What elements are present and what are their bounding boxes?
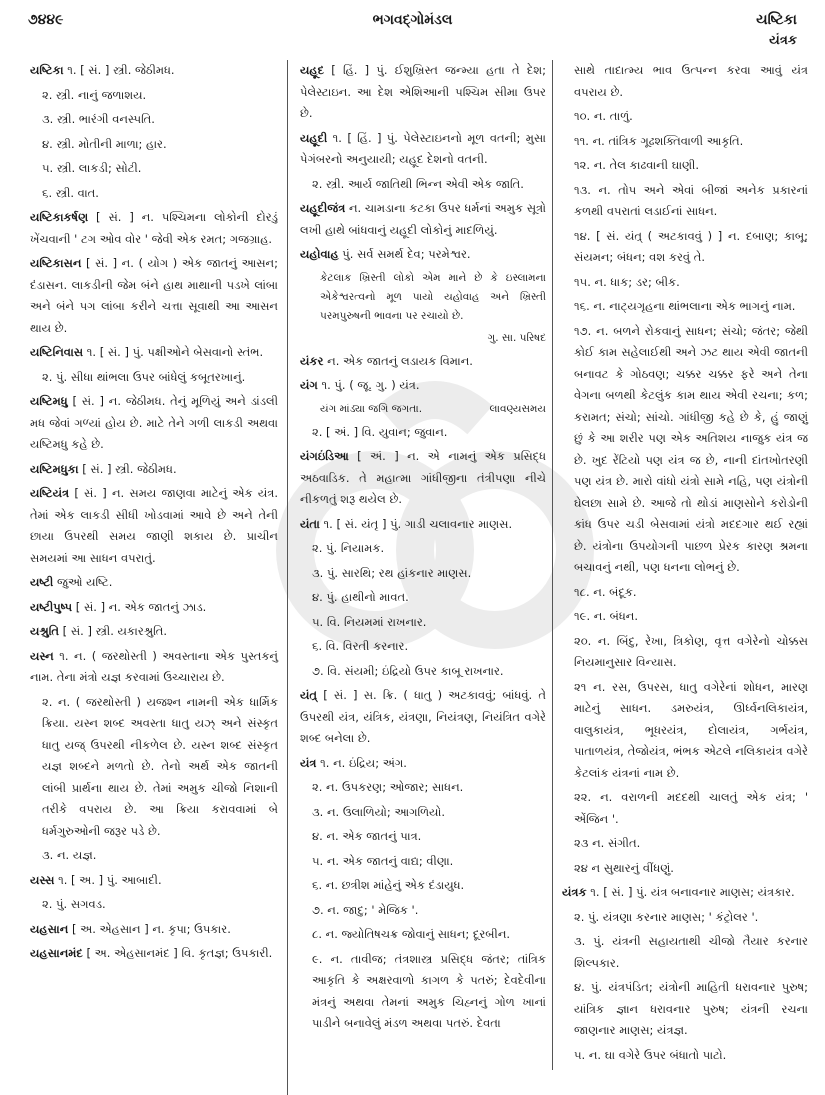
definition-text: [ સં. ] સ. ક્રિ. ( ધાતુ ) અટકાવવું; બાંધવું. તે ઉપરથી યંત્ર, યંત્રિક, યંત્રણા, નિયંત્રણ, નિયંત્રિત વગેરે શબ્દ બનેલા છે.: [300, 688, 546, 745]
headword: યંતા: [300, 516, 320, 531]
sense-definition: ૨૩ ન. સંગીત.: [574, 836, 641, 850]
sense-definition: ૧૭. ન. બળને રોકવાનું સાધન; સંચો; જંતર; જેથી કોઈ કામ સહેલાઈથી અને ઝટ થાય એવી જાતની બનાવટ કે ગોઠવણ; ચક્કર ચક્કર ફરે અને તેના વેગના બળથી કેટલુંક કામ થાય એવી રચના; કળ; કરામત; સંચો; સાંચો. ગાંધીજી કહે છે કે, હું જાણું છું કે આ શરીર પણ એક અતિશય નાજુક યંત્ર જ છે. ખુદ રેંટિયો પણ યંત્ર જ છે, નાની દાંતખોતરણી પણ યંત્ર છે. મારો વાંધો યંત્રો સામે નહિ, પણ યંત્રોની ઘેલછા સામે છે. આજે તો થોડાં માણસોને કરોડોની કાંધ ઉપર ચડી બેસવામાં યંત્રો મદદગાર થઈ રહ્યાં છે. યંત્રોના ઉપયોગની પાછળ પ્રેરક કારણ શ્રમના બચાવનું નથી, પણ ધનના લોભનું છે.: [574, 323, 808, 574]
headword: યષ્ટિમધુ: [30, 394, 68, 408]
sense-definition: ૧૧. ન. તાંત્રિક ગૂઢશક્તિવાળી આકૃતિ.: [574, 133, 744, 148]
page-number: ૭૪૪૯: [28, 12, 64, 28]
dictionary-entry: [30, 483, 278, 569]
definition-text: [ સં. ] સ્ત્રી. યકારશ્રુતિ.: [59, 624, 168, 638]
dictionary-entry: [30, 943, 278, 965]
sense-definition: ૭. ન. જાદુ; ' મેજિક '.: [312, 902, 419, 917]
page-header: [0, 0, 825, 52]
definition-text: [ સં. ] ન. એક જાતનું ઝાડ.: [72, 599, 207, 614]
headword: યષ્ટિકાકર્ષણ: [30, 210, 89, 224]
sense-definition: ૫. વિ. નિયમમાં રાખનાર.: [312, 614, 427, 629]
headword: યશ્રુતિ: [30, 624, 60, 638]
sense-definition: ૪. ન. એક જાતનું પાત્ર.: [312, 829, 422, 843]
headword: યષ્ટિનિવાસ: [30, 345, 84, 359]
running-title: ભગવદ્ગોમંડલ: [372, 12, 453, 28]
headword: યંગ: [300, 378, 318, 392]
sense-definition: ૩. ન. યજ્ઞ.: [42, 848, 97, 862]
headword: યંગઇંડિઆ: [300, 449, 349, 463]
sense-definition: ૩. સ્ત્રી. ભારંગી વનસ્પતિ.: [42, 112, 155, 126]
dictionary-entry: [300, 375, 546, 397]
sense-definition: ૨. ન. ( જરથોસ્તી ) યજશ્ન નામની એક ધાર્મિક ક્રિયા. યસ્ન શબ્દ અવસ્તા ધાતુ યઝ્ અને સંસ્કૃત ધાતુ યજ્ ઉપરથી નીકળેલ છે. યસ્ન શબ્દ સંસ્કૃત યજ્ઞ શબ્દને મળતો છે. તેનો અર્થ એક જાતની લાંબી પ્રાર્થના થાય છે. તેમાં અમુક ચીજો નિશાની તરીકે વપરાય છે. આ ક્રિયા કરાવવામાં બે ધર્મગુરુઓની જરૂર પડે છે.: [42, 694, 278, 838]
column-divider: [552, 60, 553, 1070]
sense-definition: ૭. વિ. સંયમી; ઇંદ્રિયો ઉપર કાબૂ રાખનાર.: [312, 663, 504, 678]
sense-definition: ૨. [ અં. ] વિ. યુવાન; જુવાન.: [312, 424, 448, 439]
dictionary-entry: [562, 882, 808, 904]
dictionary-entry: [30, 919, 278, 941]
dictionary-entry: [30, 572, 278, 594]
headword: યષ્ટિકાસન: [30, 256, 82, 270]
headword: યહસાનમંદ: [30, 946, 83, 960]
headword: યહૂદ: [300, 63, 325, 77]
definition-text: ૧. [ સં. ] પું. યંત્ર બનાવનાર માણસ; યંત્રકાર.: [586, 885, 795, 899]
headword: યહૂદી: [300, 130, 328, 145]
headword: યસ્સ: [30, 872, 55, 887]
sense-definition: ૯. ન. તાવીજ; તંત્રશાસ્ત્ર પ્રસિદ્ધ જંતર; તાંત્રિક આકૃતિ કે અક્ષરવાળો કાગળ કે પતરું; દેવદેવીના મંત્રનું અથવા તેમનાં અમુક ચિહ્નનું ગોળ ખાનાં પાડીને બનાવેલું મંડળ અથવા પતરું. દેવતા: [312, 951, 546, 1030]
definition-text: [ સં. ] ન. પશ્ચિમના લોકોની દોરડું ખેંચવાની ' ટગ ઓવ વોર ' જેવી એક રમત; ગજગ્રાહ.: [30, 210, 278, 246]
headword: યંત્ર: [300, 755, 317, 770]
dictionary-entry: [30, 253, 278, 339]
definition-text: [ સં. ] ન. જેઠીમધ. તેનું મૂળિયું અને ડાંડલી મધ જેવાં ગળ્યાં હોય છે. માટે તેને ગળી લાકડી અથવા યષ્ટિમધુ કહે છે.: [30, 394, 278, 451]
headword: યંત્ર્: [300, 688, 318, 702]
headword: યહૂદીજંત્ર: [300, 201, 346, 215]
sense-definition: ૨. સ્ત્રી. આર્ય જાતિથી ભિન્ન એવી એક જાતિ.: [312, 176, 524, 191]
headword: યંત્રક: [562, 885, 587, 899]
sense-definition: ૨. પું. સગવડ.: [42, 897, 106, 911]
dictionary-entry: [300, 685, 546, 750]
dictionary-entry: [300, 514, 546, 536]
usage-quotation: [300, 269, 546, 326]
continued-definition: સાથે તાદાત્મ્ય ભાવ ઉત્પન્ન કરવા આવું યંત્ર વપરાય છે.: [574, 63, 808, 99]
definition-text: ૧. [ હિં. ] પું. પેલેસ્ટાઇનનો મૂળ વતની; મુસા પેગંબરનો અનુયાયી; યહૂદ દેશનો વતની.: [300, 130, 546, 166]
quotation-source: ગુ. સા. પરિષદ: [487, 331, 546, 344]
guide-word-first: યષ્ટિકા: [756, 12, 797, 28]
headword: યંકર: [300, 353, 324, 368]
dictionary-entry: [30, 597, 278, 619]
sense-definition: ૪. પું. યંત્રપંડિત; યંત્રોની માહિતી ધરાવનાર પુરુષ; યાંત્રિક જ્ઞાન ધરાવનાર પુરુષ; યંત્રની રચના જાણનાર માણસ; યંત્રજ્ઞ.: [574, 980, 808, 1037]
definition-text: ૧. ન. ( જરથોસ્તી ) અવસ્તાના એક પુસ્તકનું નામ. તેના મંત્રો યજ્ઞ કરવામાં ઉચ્ચારાય છે.: [30, 648, 278, 684]
sense-definition: ૨. સ્ત્રી. નાનું જળાશય.: [42, 87, 147, 102]
guide-word-last: યંત્રક: [769, 33, 797, 48]
usage-quotation: [300, 400, 546, 419]
dictionary-entry: [30, 646, 278, 689]
definition-text: [ સં. ] ન. સમય જાણવા માટેનું એક યંત્ર. તેમાં એક લાકડી સીધી ખોડવામાં આવે છે અને તેની છાયા ઉપરથી સમય જાણી શકાય છે. પ્રાચીન સમયમાં આ સાધન વપરાતું.: [30, 486, 278, 565]
sense-definition: ૨. પું. નિયામક.: [312, 541, 385, 555]
definition-text: ૧. [ સં. યંતૃ ] પું. ગાડી ચલાવનાર માણસ.: [319, 516, 513, 531]
definition-text: જુઓ યષ્ટિ.: [53, 575, 113, 589]
definition-text: [ અં. ] ન. એ નામનું એક પ્રસિદ્ધ અઠવાડિક. તે મહાત્મા ગાંધીજીના તંત્રીપણા નીચે નીકળતું શરૂ થયેલ છે.: [300, 449, 546, 506]
sense-definition: ૧૯. ન. બંધન.: [574, 609, 638, 623]
dictionary-entry: [300, 128, 546, 171]
dictionary-entry: [30, 60, 278, 82]
column-1: [30, 60, 278, 968]
dictionary-entry: [300, 351, 546, 373]
sense-definition: ૧૩. ન. તોપ અને એવાં બીજાં અનેક પ્રકારનાં કળથી વપરાતાં લડાઈનાં સાધન.: [574, 182, 808, 218]
sense-definition: ૬. વિ. વિરતી કરનાર.: [312, 639, 409, 653]
column-divider: [287, 60, 288, 1095]
column-3: [562, 60, 808, 1069]
quotation-source: લાવણ્યસમય: [489, 402, 546, 415]
definition-text: ૧. ન. ઇંદ્રિય; અંગ.: [316, 755, 407, 770]
definition-text: [ અ. એહસાન ] ન. કૃપા; ઉપકાર.: [68, 921, 231, 936]
headword: યષ્ટી: [30, 575, 54, 589]
sense-definition: ૨૪ ન સુથારનું વીંધણું.: [574, 860, 674, 875]
quotation-text: યંગ માંડ્યા જગિ જગતા.: [320, 402, 423, 415]
sense-definition: ૨૨. ન. વરાળની મદદથી ચાલતું એક યંત્ર; ' એંજિન '.: [574, 790, 808, 826]
definition-text: ૧. [ સં. ] સ્ત્રી. જેઠીમધ.: [63, 63, 175, 77]
sense-definition: ૧૫. ન. ધાક; ડર; બીક.: [574, 274, 680, 289]
headword: યષ્ટીપુષ્પ: [30, 599, 73, 614]
sense-definition: ૨૧ ન. રસ, ઉપરસ, ધાતુ વગેરેનાં શોધન, મારણ માટેનું સાધન. ડમરુયંત્ર, ઊર્ધ્વનલિકાયંત્ર, વાલુકાયંત્ર, ભૂધરયંત્ર, દોલાયંત્ર, ગર્ભયંત્ર, પાતાળયંત્ર, તેજોયંત્ર, ભંભક એટલે નલિકાયંત્ર વગેરે કેટલાંક યંત્રનાં નામ છે.: [574, 679, 808, 780]
definition-text: ૧. [ અ. ] પું. આબાદી.: [54, 872, 162, 887]
sense-definition: ૫. ન. ઘા વગેરે ઉપર બંધાતો પાટો.: [574, 1047, 727, 1062]
sense-definition: ૬. સ્ત્રી. વાત.: [42, 185, 99, 200]
headword: યષ્ટિકા: [30, 63, 64, 77]
sense-definition: ૨. ન. ઉપકરણ; ઓજાર; સાધન.: [312, 780, 464, 794]
definition-text: ૧. [ સં. ] પું. પક્ષીઓને બેસવાનો સ્તંભ.: [83, 345, 264, 359]
definition-text: [ સં. ] ન. ( યોગ ) એક જાતનું આસન; દંડાસન. લાકડીની જેમ બંને હાથ માથાની પડખે લાંબા અને બંને પગ લાંબા કરીને ચત્તા સૂવાથી આ આસન થાય છે.: [30, 256, 278, 335]
dictionary-entry: [30, 207, 278, 250]
quotation-text: કેટલાક ખ્રિસ્તી લોકો એમ માને છે કે ઇસ્લામના એકેશ્વરત્વનો મૂળ પાયો યહોવાહ અને ખ્રિસ્તી પરમપુરુષની ભાવના પર રચાયો છે.: [320, 271, 546, 322]
sense-definition: ૩. પું. યંત્રની સહાયતાથી ચીજો તૈયાર કરનાર શિલ્પકાર.: [574, 934, 808, 970]
dictionary-entry: [30, 621, 278, 643]
sense-definition: ૧૨. ન. તેલ કાઢવાની ઘાણી.: [574, 158, 699, 172]
definition-text: [ સં. ] સ્ત્રી. જેઠીમધ.: [78, 461, 177, 476]
dictionary-entry: [300, 753, 546, 775]
headword: યહોવાહ: [300, 247, 339, 261]
sense-definition: ૨. પું. યંત્રણા કરનાર માણસ; ' કંટ્રોલર '.: [574, 909, 759, 924]
sense-definition: ૨. પું. સીધા થાંભલા ઉપર બાંધેલું કબૂતરખાનું.: [42, 369, 246, 384]
sense-definition: ૩. પું. સારથિ; રથ હાંકનાર માણસ.: [312, 565, 472, 580]
sense-definition: ૨૦. ન. બિંદુ, રેખા, ત્રિકોણ, વૃત્ત વગેરેનો ચોક્કસ નિયમાનુસાર વિન્યાસ.: [574, 633, 808, 669]
sense-definition: ૩. ન. ઉલાળિયો; આગળિયો.: [312, 804, 445, 819]
headword: યષ્ટિમધુકા: [30, 461, 79, 476]
sense-definition: ૪. સ્ત્રી. મોતીની માળા; હાર.: [42, 136, 167, 151]
sense-definition: ૫. સ્ત્રી. લાકડી; સોટી.: [42, 161, 142, 175]
sense-definition: ૧૦. ન. તાળું.: [574, 109, 633, 123]
headword: યસ્ન: [30, 648, 54, 663]
headword: યષ્ટિયંત્ર: [30, 486, 70, 500]
definition-text: ન. ચામડાના કટકા ઉપર ધર્મનાં અમુક સૂત્રો લખી હાથે બાંધવાનું યહૂદી લોકોનું માદળિયું.: [300, 201, 546, 237]
definition-text: પું. સર્વ સમર્થ દેવ; પરમેશ્વર.: [338, 247, 471, 261]
dictionary-entry: [300, 198, 546, 241]
definition-text: ૧. પું. ( જૂ. ગુ. ) યંત્ર.: [317, 378, 420, 392]
column-2: [300, 60, 546, 1038]
sense-definition: ૮. ન. જ્યોતિષચક્ર જોવાનું સાધન; દૂરબીન.: [312, 927, 511, 941]
sense-definition: ૫. ન. એક જાતનું વાદ્ય; વીણા.: [312, 853, 454, 868]
definition-text: [ હિં. ] પું. ઈશુખ્રિસ્ત જન્મ્યા હતા તે દેશ; પેલેસ્ટાઇન. આ દેશ એશિઆની પશ્ચિમ સીમા ઉપર છે.: [300, 63, 546, 120]
definition-text: ન. એક જાતનું લડાયક વિમાન.: [323, 353, 473, 368]
sense-definition: ૪. પું. હાથીનો માવત.: [312, 590, 409, 604]
dictionary-entry: [30, 391, 278, 456]
sense-definition: ૧૬. ન. નાટ્યગૃહના થાંભલાના એક ભાગનું નામ.: [574, 299, 796, 313]
sense-definition: ૧૪. [ સં. યંત્ર્ ( અટકાવવું ) ] ન. દબાણ; કાબૂ; સંયમન; બંધન; વશ કરવું તે.: [574, 228, 808, 264]
dictionary-entry: [30, 870, 278, 892]
sense-definition: ૧૮. ન. બંદૂક.: [574, 584, 637, 599]
dictionary-entry: [30, 342, 278, 364]
dictionary-entry: [300, 60, 546, 125]
dictionary-entry: [300, 244, 546, 266]
sense-definition: ૬. ન. છત્રીશ માંહેનું એક દંડાયુધ.: [312, 878, 465, 892]
dictionary-entry: [30, 459, 278, 481]
dictionary-entry: [300, 446, 546, 511]
headword: યહસાન: [30, 921, 69, 936]
definition-text: [ અ. એહસાનમંદ ] વિ. કૃતજ્ઞ; ઉપકારી.: [82, 946, 273, 960]
